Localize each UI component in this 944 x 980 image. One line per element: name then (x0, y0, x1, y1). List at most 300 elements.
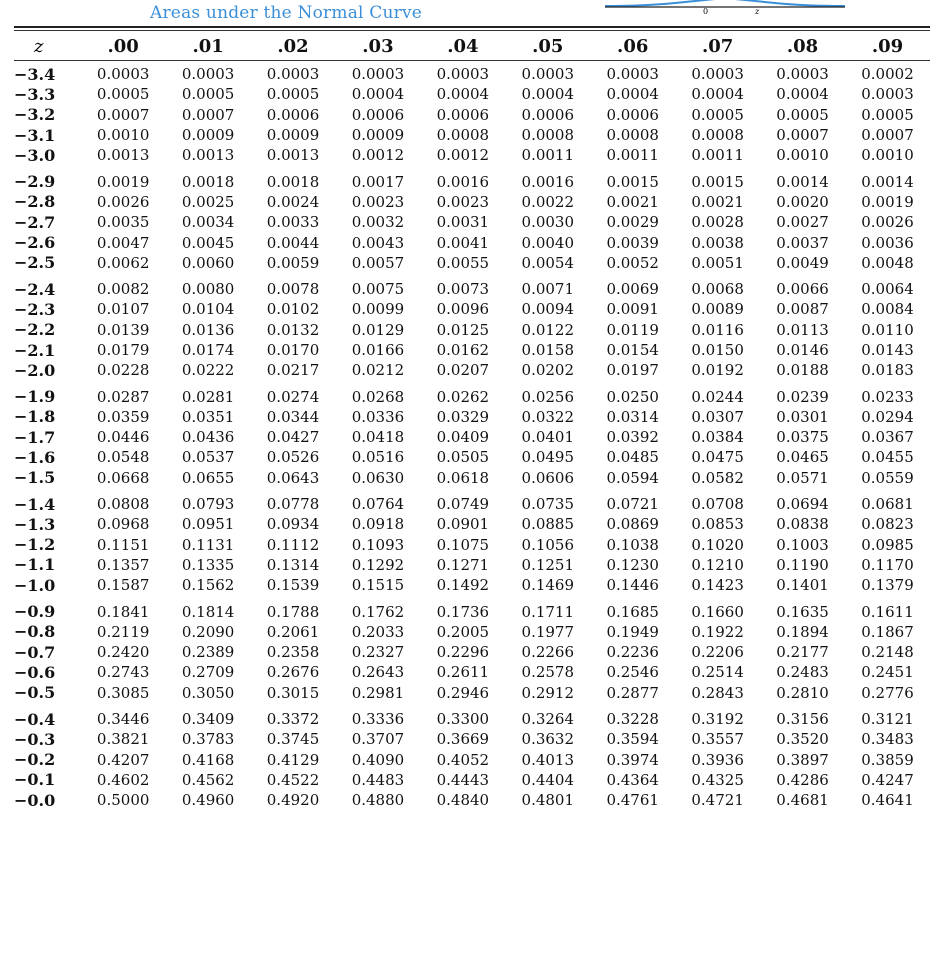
table-cell: 0.4602 (96, 770, 150, 789)
table-cell: 0.3821 (96, 730, 150, 749)
table-cell: 0.2090 (181, 622, 235, 641)
table-row (14, 125, 930, 145)
table-cell: 0.1894 (776, 622, 829, 641)
table-cell: 0.0307 (691, 407, 744, 426)
table-cell: 0.0003 (776, 65, 829, 84)
table-cell: 0.0005 (266, 85, 320, 104)
table-cell: 0.0012 (436, 146, 490, 165)
table-cell: 0.3669 (436, 730, 490, 749)
table-cell: 0.0294 (861, 407, 914, 426)
table-cell: 0.0793 (181, 495, 235, 514)
table-cell: 0.0028 (691, 213, 744, 232)
table-cell: 0.0033 (266, 213, 320, 232)
column-header: .06 (617, 35, 649, 57)
table-cell: 0.0582 (691, 468, 744, 487)
table-cell: 0.1539 (266, 576, 320, 595)
table-cell: 0.0102 (266, 300, 320, 319)
table-cell: 0.0021 (691, 192, 744, 211)
table-cell: 0.2177 (776, 643, 829, 662)
table-cell: 0.1230 (606, 555, 659, 574)
table-cell: 0.1251 (521, 555, 575, 574)
table-cell: 0.0170 (266, 341, 320, 359)
table-cell: 0.1611 (861, 602, 914, 621)
table-cell: 0.0301 (776, 407, 829, 426)
table-cell: 0.0024 (266, 192, 320, 211)
table-cell: 0.2843 (691, 683, 744, 702)
table-cell: 0.0013 (181, 146, 235, 165)
table-cell: 0.2483 (776, 663, 829, 682)
table-cell: 0.0049 (776, 253, 829, 272)
table-row (14, 514, 930, 534)
table-cell: 0.0158 (521, 341, 575, 359)
table-row (14, 642, 930, 662)
z-value: −1.4 (14, 494, 56, 514)
table-cell: 0.2148 (861, 643, 914, 662)
table-cell: 0.4286 (776, 770, 829, 789)
table-row (14, 535, 930, 555)
table-cell: 0.0005 (181, 85, 235, 104)
table-cell: 0.1379 (861, 576, 914, 595)
table-cell: 0.0003 (266, 65, 320, 84)
table-cell: 0.0004 (776, 85, 829, 104)
z-value: −0.1 (14, 770, 56, 790)
table-cell: 0.0455 (861, 448, 914, 467)
table-cell: 0.0436 (181, 428, 235, 447)
table-cell: 0.0071 (521, 280, 575, 299)
table-cell: 0.0066 (776, 280, 829, 299)
table-cell: 0.0110 (861, 320, 914, 339)
table-cell: 0.1711 (521, 602, 575, 621)
table-cell: 0.2912 (521, 683, 575, 702)
table-cell: 0.4443 (436, 770, 490, 789)
table-cell: 0.0036 (861, 233, 914, 252)
table-cell: 0.2206 (691, 643, 744, 662)
z-value: −3.1 (14, 125, 56, 145)
z-value: −0.2 (14, 750, 56, 770)
table-cell: 0.2358 (266, 643, 320, 662)
table-cell: 0.0080 (181, 280, 235, 299)
table-cell: 0.0005 (691, 105, 744, 124)
table-cell: 0.0041 (436, 233, 490, 252)
table-cell: 0.0007 (776, 126, 829, 145)
table-cell: 0.0630 (351, 468, 405, 487)
z-value: −0.9 (14, 602, 56, 622)
table-cell: 0.0537 (181, 448, 235, 467)
table-cell: 0.3520 (776, 730, 829, 749)
table-cell: 0.0037 (776, 233, 829, 252)
table-cell: 0.0885 (521, 515, 575, 534)
table-cell: 0.0060 (181, 253, 235, 272)
normal-table (14, 32, 930, 810)
z-value: −2.7 (14, 212, 56, 232)
table-cell: 0.0146 (776, 341, 829, 359)
table-cell: 0.0222 (181, 361, 235, 380)
table-row (14, 447, 930, 467)
table-cell: 0.0018 (266, 172, 320, 191)
table-row (14, 84, 930, 104)
table-row (14, 622, 930, 642)
table-cell: 0.0003 (96, 65, 150, 84)
table-cell: 0.0025 (181, 192, 235, 211)
header-row (14, 32, 930, 60)
table-cell: 0.0934 (266, 515, 320, 534)
table-cell: 0.3897 (776, 750, 829, 769)
table-cell: 0.0968 (96, 515, 150, 534)
table-cell: 0.4721 (691, 791, 744, 810)
z-value: −2.3 (14, 299, 56, 319)
table-cell: 0.1056 (521, 535, 575, 554)
table-cell: 0.2119 (96, 622, 150, 641)
z-value: −1.1 (14, 555, 56, 575)
table-cell: 0.0475 (691, 448, 744, 467)
z-value: −1.9 (14, 387, 56, 407)
table-cell: 0.0139 (96, 320, 150, 339)
table-row (14, 165, 930, 191)
header-rule (14, 60, 930, 61)
table-cell: 0.0013 (266, 146, 320, 165)
table-cell: 0.0096 (436, 300, 490, 319)
table-cell: 0.0668 (96, 468, 150, 487)
table-cell: 0.4920 (266, 791, 320, 810)
table-cell: 0.0087 (776, 300, 829, 319)
table-cell: 0.2743 (96, 663, 150, 682)
table-cell: 0.0011 (521, 146, 575, 165)
table-cell: 0.0004 (691, 85, 744, 104)
table-cell: 0.0012 (351, 146, 405, 165)
table-cell: 0.0003 (521, 65, 575, 84)
table-cell: 0.1587 (96, 576, 150, 595)
table-cell: 0.0078 (266, 280, 320, 299)
table-cell: 0.1736 (436, 602, 490, 621)
table-cell: 0.0104 (181, 300, 235, 319)
table-cell: 0.0008 (521, 126, 575, 145)
table-cell: 0.1020 (691, 535, 744, 554)
table-cell: 0.4801 (521, 791, 575, 810)
table-cell: 0.0084 (861, 300, 914, 319)
table-row (14, 595, 930, 621)
top-rule (14, 26, 930, 28)
table-cell: 0.0055 (436, 253, 490, 272)
table-cell: 0.1562 (181, 576, 235, 595)
table-cell: 0.3300 (436, 710, 490, 729)
table-cell: 0.0150 (691, 341, 744, 359)
table-cell: 0.4404 (521, 770, 575, 789)
table-cell: 0.3446 (96, 710, 150, 729)
table-cell: 0.0548 (96, 448, 150, 467)
table-cell: 0.0016 (521, 172, 575, 191)
table-cell: 0.3409 (181, 710, 235, 729)
table-row (14, 192, 930, 212)
table-cell: 0.0007 (181, 105, 235, 124)
table-cell: 0.3228 (606, 710, 659, 729)
table-cell: 0.0409 (436, 428, 490, 447)
table-cell: 0.3372 (266, 710, 320, 729)
table-cell: 0.0008 (436, 126, 490, 145)
table-row (14, 360, 930, 380)
table-body (14, 60, 930, 810)
table-cell: 0.0026 (861, 213, 914, 232)
table-cell: 0.4129 (266, 750, 320, 769)
z-value: −3.4 (14, 64, 56, 84)
column-header: .03 (362, 35, 394, 57)
z-value: −1.6 (14, 447, 56, 467)
table-cell: 0.2946 (436, 683, 490, 702)
table-cell: 0.1131 (181, 535, 235, 554)
table-row (14, 380, 930, 406)
table-cell: 0.2266 (521, 643, 575, 662)
z-value: −2.5 (14, 253, 56, 273)
table-cell: 0.0166 (351, 341, 405, 359)
table-cell: 0.0045 (181, 233, 235, 252)
table-cell: 0.0233 (861, 387, 914, 406)
table-row (14, 770, 930, 790)
table-cell: 0.0681 (861, 495, 914, 514)
table-cell: 0.0314 (606, 407, 659, 426)
table-row (14, 703, 930, 729)
table-cell: 0.0003 (436, 65, 490, 84)
table-cell: 0.2810 (776, 683, 829, 702)
table-cell: 0.4840 (436, 791, 490, 810)
table-cell: 0.3745 (266, 730, 320, 749)
table-cell: 0.0188 (776, 361, 829, 380)
table-cell: 0.0122 (521, 320, 575, 339)
table-cell: 0.1492 (436, 576, 490, 595)
table-cell: 0.0838 (776, 515, 829, 534)
table-row (14, 729, 930, 749)
table-cell: 0.0465 (776, 448, 829, 467)
table-cell: 0.0008 (606, 126, 659, 145)
table-cell: 0.0951 (181, 515, 235, 534)
table-cell: 0.4013 (521, 750, 575, 769)
table-cell: 0.1314 (266, 555, 320, 574)
z-value: −2.0 (14, 360, 56, 380)
table-cell: 0.0735 (521, 495, 575, 514)
z-value: −2.9 (14, 172, 56, 192)
table-cell: 0.0010 (96, 126, 150, 145)
table-cell: 0.0918 (351, 515, 405, 534)
table-cell: 0.0035 (96, 213, 150, 232)
table-row (14, 662, 930, 682)
z-value: −0.4 (14, 709, 56, 729)
table-cell: 0.3632 (521, 730, 575, 749)
table-cell: 0.0021 (606, 192, 659, 211)
table-cell: 0.0244 (691, 387, 744, 406)
table-cell: 0.0043 (351, 233, 405, 252)
table-cell: 0.0262 (436, 387, 490, 406)
table-cell: 0.2420 (96, 643, 150, 662)
z-value: −1.5 (14, 468, 56, 488)
table-cell: 0.3974 (606, 750, 659, 769)
table-row (14, 299, 930, 319)
table-cell: 0.0192 (691, 361, 744, 380)
table-cell: 0.3936 (691, 750, 744, 769)
table-cell: 0.0020 (776, 192, 829, 211)
table-cell: 0.0505 (436, 448, 490, 467)
table-cell: 0.1469 (521, 576, 575, 595)
table-cell: 0.0003 (351, 65, 405, 84)
table-cell: 0.0047 (96, 233, 150, 252)
table-cell: 0.0694 (776, 495, 829, 514)
table-cell: 0.0217 (266, 361, 320, 380)
z-value: −1.7 (14, 427, 56, 447)
z-value: −2.1 (14, 340, 56, 360)
table-cell: 0.0010 (861, 146, 914, 165)
curve-label-z: z (755, 7, 760, 16)
table-cell: 0.3121 (861, 710, 914, 729)
table-row (14, 488, 930, 514)
table-cell: 0.0764 (351, 495, 405, 514)
table-cell: 0.1977 (521, 622, 575, 641)
table-cell: 0.1788 (266, 602, 320, 621)
table-cell: 0.0026 (96, 192, 150, 211)
table-cell: 0.1038 (606, 535, 659, 554)
table-cell: 0.0485 (606, 448, 659, 467)
table-cell: 0.0002 (861, 65, 914, 84)
table-row (14, 273, 930, 299)
table-cell: 0.0778 (266, 495, 320, 514)
table-cell: 0.0089 (691, 300, 744, 319)
table-cell: 0.0032 (351, 213, 405, 232)
table-cell: 0.3192 (691, 710, 744, 729)
table-cell: 0.1271 (436, 555, 490, 574)
table-cell: 0.0004 (436, 85, 490, 104)
table-cell: 0.0007 (96, 105, 150, 124)
table-cell: 0.0183 (861, 361, 914, 380)
table-cell: 0.2981 (351, 683, 405, 702)
table-cell: 0.4880 (351, 791, 405, 810)
table-cell: 0.2451 (861, 663, 914, 682)
table-cell: 0.1685 (606, 602, 659, 621)
table-cell: 0.0004 (606, 85, 659, 104)
table-cell: 0.3085 (96, 683, 150, 702)
table-cell: 0.1210 (691, 555, 744, 574)
table-cell: 0.0281 (181, 387, 235, 406)
table-cell: 0.0154 (606, 341, 659, 359)
table-cell: 0.0094 (521, 300, 575, 319)
table-cell: 0.1814 (181, 602, 235, 621)
table-cell: 0.0559 (861, 468, 914, 487)
top-rule-inner (14, 30, 930, 31)
table-cell: 0.0048 (861, 253, 914, 272)
table-cell: 0.0526 (266, 448, 320, 467)
z-value: −0.7 (14, 642, 56, 662)
table-cell: 0.2877 (606, 683, 659, 702)
z-value: −0.3 (14, 729, 56, 749)
table-cell: 0.3707 (351, 730, 405, 749)
table-cell: 0.0019 (96, 172, 150, 191)
table-cell: 0.0004 (521, 85, 575, 104)
table-cell: 0.0013 (96, 146, 150, 165)
table-row (14, 427, 930, 447)
table-cell: 0.0239 (776, 387, 829, 406)
table-row (14, 320, 930, 340)
z-value: −3.2 (14, 105, 56, 125)
table-cell: 0.0655 (181, 468, 235, 487)
z-value: −0.5 (14, 683, 56, 703)
table-cell: 0.0003 (691, 65, 744, 84)
table-cell: 0.4761 (606, 791, 659, 810)
table-cell: 0.0322 (521, 407, 575, 426)
table-cell: 0.0197 (606, 361, 659, 380)
table-cell: 0.1949 (606, 622, 659, 641)
table-cell: 0.3015 (266, 683, 320, 702)
column-header: .07 (701, 35, 734, 57)
table-cell: 0.0015 (606, 172, 659, 191)
table-cell: 0.0136 (181, 320, 235, 339)
table-cell: 0.4681 (776, 791, 829, 810)
table-cell: 0.0069 (606, 280, 659, 299)
table-cell: 0.2296 (436, 643, 490, 662)
table-cell: 0.0495 (521, 448, 575, 467)
table-cell: 0.0015 (691, 172, 744, 191)
table-cell: 0.1190 (776, 555, 829, 574)
table-cell: 0.4960 (181, 791, 235, 810)
table-cell: 0.0125 (436, 320, 490, 339)
table-cell: 0.0179 (96, 341, 150, 359)
table-cell: 0.0023 (436, 192, 490, 211)
table-cell: 0.2236 (606, 643, 659, 662)
z-value: −1.2 (14, 535, 56, 555)
table-cell: 0.1515 (351, 576, 405, 595)
column-header: .00 (107, 35, 139, 57)
table-cell: 0.0384 (691, 428, 744, 447)
table-caption: Areas under the Normal Curve (150, 3, 423, 23)
table-cell: 0.2709 (181, 663, 235, 682)
table-cell: 0.0869 (606, 515, 659, 534)
table-cell: 0.0054 (521, 253, 575, 272)
table-cell: 0.1841 (96, 602, 150, 621)
table-cell: 0.0212 (351, 361, 405, 380)
table-row (14, 468, 930, 488)
table-cell: 0.0014 (861, 172, 914, 191)
table-cell: 0.0985 (861, 535, 914, 554)
table-cell: 0.0008 (691, 126, 744, 145)
table-cell: 0.3594 (606, 730, 659, 749)
table-cell: 0.0073 (436, 280, 490, 299)
table-cell: 0.0174 (181, 341, 235, 359)
table-cell: 0.0062 (96, 253, 150, 272)
z-value: −3.3 (14, 84, 56, 104)
table-cell: 0.4522 (266, 770, 320, 789)
table-cell: 0.0006 (266, 105, 320, 124)
table-cell: 0.0375 (776, 428, 829, 447)
z-value: −2.4 (14, 279, 56, 299)
table-cell: 0.0367 (861, 428, 914, 447)
table-cell: 0.1922 (691, 622, 744, 641)
table-cell: 0.0003 (861, 85, 914, 104)
column-header: .08 (786, 35, 819, 57)
table-cell: 0.2643 (351, 663, 405, 682)
table-row (14, 253, 930, 273)
table-cell: 0.0329 (436, 407, 490, 426)
curve-label-zero: 0 (703, 7, 709, 16)
table-cell: 0.0749 (436, 495, 490, 514)
table-cell: 0.0116 (691, 320, 744, 339)
table-cell: 0.3859 (861, 750, 914, 769)
table-cell: 0.0039 (606, 233, 659, 252)
table-cell: 0.0044 (266, 233, 320, 252)
table-cell: 0.0005 (776, 105, 829, 124)
table-cell: 0.0418 (351, 428, 405, 447)
table-cell: 0.0901 (436, 515, 490, 534)
table-cell: 0.0099 (351, 300, 405, 319)
table-cell: 0.0129 (351, 320, 405, 339)
table-cell: 0.4247 (861, 770, 914, 789)
table-row (14, 790, 930, 810)
normal-curve-icon (605, 0, 845, 16)
table-cell: 0.0571 (776, 468, 829, 487)
table-cell: 0.4052 (436, 750, 490, 769)
